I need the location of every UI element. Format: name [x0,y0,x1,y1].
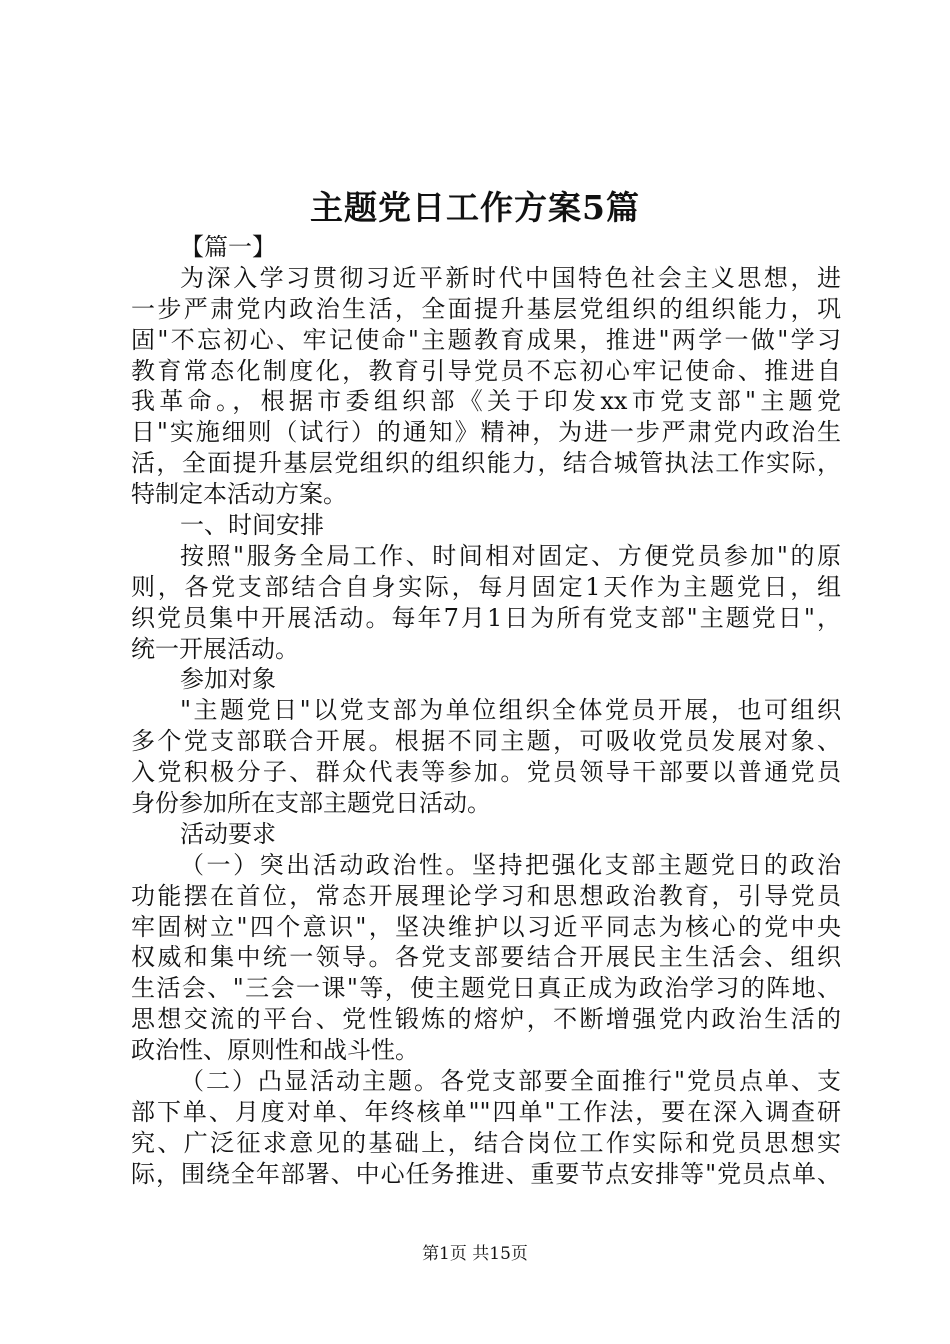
text-line: 政治性、原则性和战斗性。 [131,1036,419,1065]
text-line: 我革命。，根据市委组织部《关于印发xx市党支部"主题党 [131,387,841,416]
text-line: 则，各党支部结合自身实际，每月固定1天作为主题党日，组 [131,572,841,601]
text-line: 思想交流的平台、党性锻炼的熔炉，不断增强党内政治生活的 [131,1005,841,1034]
text-line: 入党积极分子、群众代表等参加。党员领导干部要以普通党员 [131,758,841,787]
text-line: 一、时间安排 [180,511,324,540]
text-line: 权威和集中统一领导。各党支部要结合开展民主生活会、组织 [131,943,841,972]
text-line: 特制定本活动方案。 [131,480,347,509]
text-line: 功能摆在首位，常态开展理论学习和思想政治教育，引导党员 [131,881,841,910]
text-line: 生活会、"三会一课"等，使主题党日真正成为政治学习的阵地、 [131,974,841,1003]
text-line: 多个党支部联合开展。根据不同主题，可吸收党员发展对象、 [131,727,841,756]
text-line: 织党员集中开展活动。每年7月1日为所有党支部"主题党日"， [131,603,841,632]
text-line: 究、广泛征求意见的基础上，结合岗位工作实际和党员思想实 [131,1128,841,1157]
text-line: （二）凸显活动主题。各党支部要全面推行"党员点单、支 [180,1067,841,1096]
document-body [131,232,841,1190]
page-footer: 第1页 共15页 [422,1244,528,1264]
text-line: 牢固树立"四个意识"，坚决维护以习近平同志为核心的党中央 [131,912,841,941]
text-line: 日"实施细则（试行）的通知》精神，为进一步严肃党内政治生 [131,418,841,447]
text-line: 活，全面提升基层党组织的组织能力，结合城管执法工作实际， [131,449,841,478]
text-line: （一）突出活动政治性。坚持把强化支部主题党日的政治 [180,850,841,879]
text-line: "主题党日"以党支部为单位组织全体党员开展，也可组织 [180,696,841,725]
text-line: 部下单、月度对单、年终核单""四单"工作法，要在深入调查研 [131,1097,841,1126]
text-line: 一步严肃党内政治生活，全面提升基层党组织的组织能力，巩 [131,294,841,323]
text-line: 身份参加所在支部主题党日活动。 [131,789,491,818]
page-title: 主题党日工作方案5篇 [310,188,640,227]
text-line: 活动要求 [180,819,276,848]
text-line: 参加对象 [180,665,276,694]
text-line: 统一开展活动。 [131,634,299,663]
text-line: 【篇一】 [180,233,276,261]
text-line: 固"不忘初心、牢记使命"主题教育成果，推进"两学一做"学习 [131,325,841,354]
text-line: 按照"服务全局工作、时间相对固定、方便党员参加"的原 [180,541,841,570]
text-line: 为深入学习贯彻习近平新时代中国特色社会主义思想，进 [180,263,841,292]
text-line: 际，围绕全年部署、中心任务推进、重要节点安排等"党员点单、 [131,1159,841,1188]
text-line: 教育常态化制度化，教育引导党员不忘初心牢记使命、推进自 [131,356,841,385]
